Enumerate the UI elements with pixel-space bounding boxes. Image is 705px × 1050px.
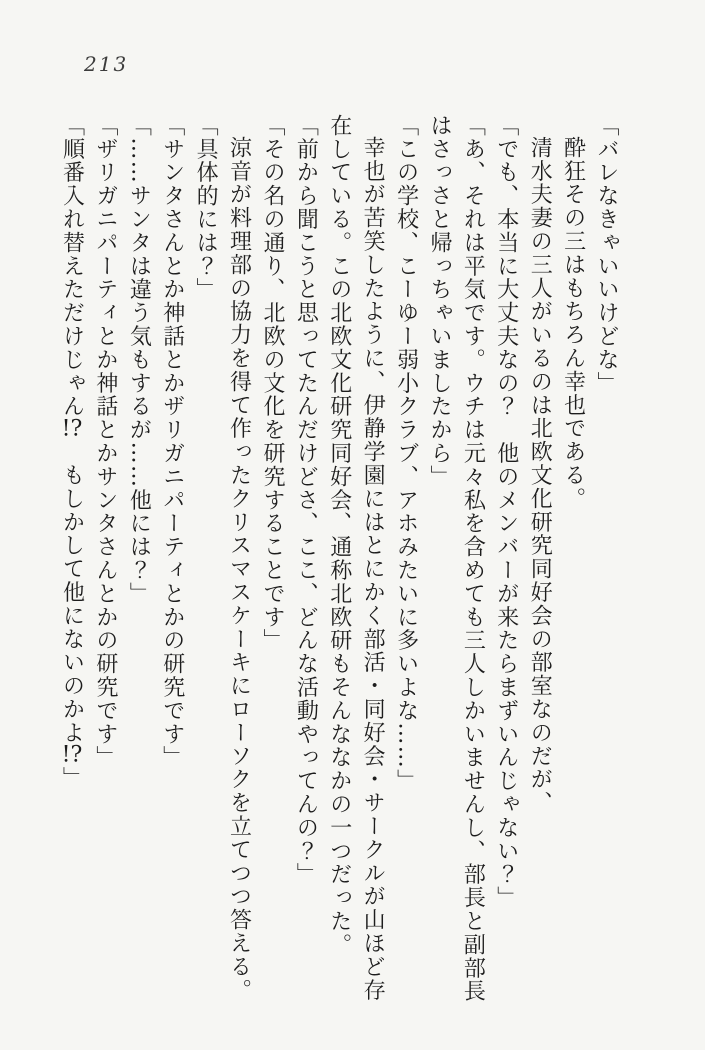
exclamation-question-mark: !? <box>61 744 83 767</box>
paragraph: 「あ、それは平気です。ウチは元々私を含めても三人しかいませんし、部長と副部長はさっさと帰っちゃいましたから」 <box>426 114 486 1004</box>
paragraph: 「バレなきゃいいけどな」 <box>594 114 619 395</box>
paragraph: 「順番入れ替えただけじゃん!? もしかして他にないのかよ!?」 <box>59 114 85 790</box>
paragraph: 清水夫妻の三人がいるのは北欧文化研究同好会の部室なのだが、 <box>527 136 553 815</box>
paragraph: 「……サンタは違う気もするが……他には？」 <box>126 114 152 606</box>
paragraph: 「この学校、こーゆー弱小クラブ、アホみたいに多いよな……」 <box>393 114 419 793</box>
paragraph: 「その名の通り、北欧の文化を研究することです」 <box>259 114 285 653</box>
paragraph: 「ザリガニパーティとか神話とかサンタさんとかの研究です」 <box>92 114 118 770</box>
paragraph: 「サンタさんとか神話とかザリガニパーティとかの研究です」 <box>159 114 185 770</box>
paragraph: 幸也が苦笑したように、伊静学園にはとにかく部活・同好会・サークルが山ほど存在している。この北欧文化研究同好会、通称北欧研もそんななかの一つだった。 <box>326 114 386 1002</box>
vertical-text-block <box>55 114 623 1009</box>
paragraph: 涼音が料理部の協力を得て作ったクリスマスケーキにローソクを立てつつ答える。 <box>226 136 252 1002</box>
exclamation-question-mark: !? <box>61 418 83 441</box>
paragraph: 「でも、本当に大丈夫なの？ 他のメンバーが来たらまずいんじゃない？」 <box>493 114 519 910</box>
paragraph: 「前から聞こうと思ってたんだけどさ、ここ、どんな活動やってんの？」 <box>293 114 319 887</box>
paragraph: 酔狂その三はもちろん幸也である。 <box>560 136 586 511</box>
paragraph: 「具体的には？」 <box>193 114 219 302</box>
page-number: 213 <box>84 52 129 76</box>
